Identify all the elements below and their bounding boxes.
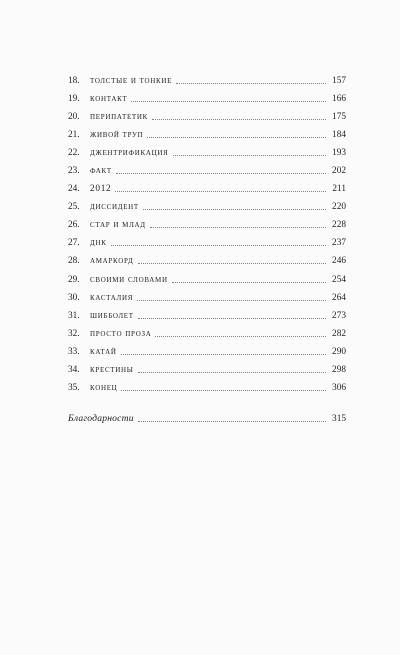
toc-entry-number: 30. — [68, 292, 80, 303]
dot-leader — [138, 362, 326, 373]
toc-entry-number: 24. — [68, 184, 80, 195]
dot-leader — [173, 145, 327, 156]
toc-entry[interactable] — [68, 198, 346, 216]
toc-entry[interactable] — [68, 289, 346, 307]
toc-entry-number: 31. — [68, 310, 80, 321]
toc-entry[interactable] — [68, 361, 346, 379]
dot-leader — [150, 217, 326, 228]
toc-entry-title: джентрификация — [90, 148, 169, 159]
toc-entry[interactable] — [68, 379, 346, 397]
toc-entry-number: 25. — [68, 202, 80, 213]
toc-entry[interactable] — [68, 216, 346, 234]
toc-entry-title: 2012 — [90, 184, 112, 195]
table-of-contents — [68, 72, 346, 397]
toc-entry[interactable] — [68, 162, 346, 180]
toc-entry-page: 298 — [332, 364, 346, 375]
dot-leader — [172, 272, 326, 283]
toc-entry-number: 35. — [68, 382, 80, 393]
toc-entry[interactable] — [68, 234, 346, 252]
toc-entry[interactable] — [68, 180, 346, 198]
toc-entry-page: 290 — [332, 346, 346, 357]
toc-entry-page: 264 — [332, 292, 346, 303]
toc-entry-page: 306 — [332, 382, 346, 393]
toc-entry-title: стар и млад — [90, 220, 146, 231]
toc-entry[interactable] — [68, 252, 346, 270]
toc-entry-number: 34. — [68, 364, 80, 375]
toc-entry-page: 211 — [332, 184, 346, 195]
toc-entry-number: 29. — [68, 274, 80, 285]
dot-leader — [176, 73, 326, 84]
toc-entry-title: Благодарности — [68, 413, 134, 424]
dot-leader — [138, 411, 326, 422]
toc-entry-number: 23. — [68, 166, 80, 177]
toc-entry-title: амаркорд — [90, 256, 134, 267]
toc-entry-title: контакт — [90, 94, 128, 105]
dot-leader — [121, 380, 326, 391]
toc-entry-page: 237 — [332, 238, 346, 249]
toc-entry-page: 166 — [332, 94, 346, 105]
toc-entry-title: толстые и тонкие — [90, 76, 173, 86]
toc-entry[interactable] — [68, 126, 346, 144]
dot-leader — [143, 199, 326, 210]
toc-entry-title: днк — [90, 238, 107, 249]
toc-entry[interactable] — [68, 108, 346, 126]
toc-entry[interactable] — [68, 325, 346, 343]
toc-entry-page: 157 — [332, 76, 346, 86]
toc-entry-page: 175 — [332, 112, 346, 123]
dot-leader — [155, 326, 326, 337]
toc-entry[interactable] — [68, 271, 346, 289]
toc-entry-number: 27. — [68, 238, 80, 249]
toc-entry-number: 32. — [68, 328, 80, 339]
toc-entry[interactable] — [68, 90, 346, 108]
toc-entry-title: крестины — [90, 364, 134, 375]
toc-entry-page: 282 — [332, 328, 346, 339]
toc-entry-title: шибболет — [90, 310, 134, 321]
dot-leader — [138, 253, 326, 264]
dot-leader — [131, 91, 326, 102]
dot-leader — [116, 163, 326, 174]
toc-entry-page: 246 — [332, 256, 346, 267]
toc-entry-number: 28. — [68, 256, 80, 267]
toc-entry-page: 273 — [332, 310, 346, 321]
toc-entry-title: факт — [90, 166, 112, 177]
toc-entry-page: 228 — [332, 220, 346, 231]
toc-entry-title: диссидент — [90, 202, 139, 213]
dot-leader — [138, 308, 326, 319]
toc-entry-title: конец — [90, 382, 118, 393]
dot-leader — [121, 344, 326, 355]
toc-entry-title: просто проза — [90, 328, 152, 339]
dot-leader — [137, 290, 326, 301]
toc-entry-title: касталия — [90, 292, 134, 303]
toc-entry[interactable] — [68, 307, 346, 325]
toc-entry-number: 26. — [68, 220, 80, 231]
dot-leader — [152, 109, 326, 120]
toc-entry-number: 19. — [68, 94, 80, 105]
toc-entry-title: своими словами — [90, 274, 168, 285]
toc-entry-page: 254 — [332, 274, 346, 285]
dot-leader — [147, 127, 326, 138]
toc-entry-page: 184 — [332, 130, 346, 141]
dot-leader — [115, 181, 326, 192]
toc-entry-title: перипатетик — [90, 112, 149, 123]
toc-entry-page: 220 — [332, 202, 346, 213]
toc-entry-page: 315 — [332, 414, 346, 424]
toc-entry-title: живой труп — [90, 130, 144, 141]
toc-entry-page: 202 — [332, 166, 346, 177]
toc-entry-number: 18. — [68, 76, 80, 86]
toc-entry[interactable] — [68, 343, 346, 361]
toc-entry-number: 20. — [68, 112, 80, 123]
toc-entry-number: 22. — [68, 148, 80, 159]
toc-entry-number: 21. — [68, 130, 80, 141]
toc-entry[interactable] — [68, 72, 346, 90]
toc-entry-page: 193 — [332, 148, 346, 159]
toc-entry-acknowledgements[interactable] — [68, 410, 346, 424]
toc-entry-title: катай — [90, 346, 117, 357]
toc-entry-number: 33. — [68, 346, 80, 357]
dot-leader — [111, 235, 326, 246]
toc-entry[interactable] — [68, 144, 346, 162]
